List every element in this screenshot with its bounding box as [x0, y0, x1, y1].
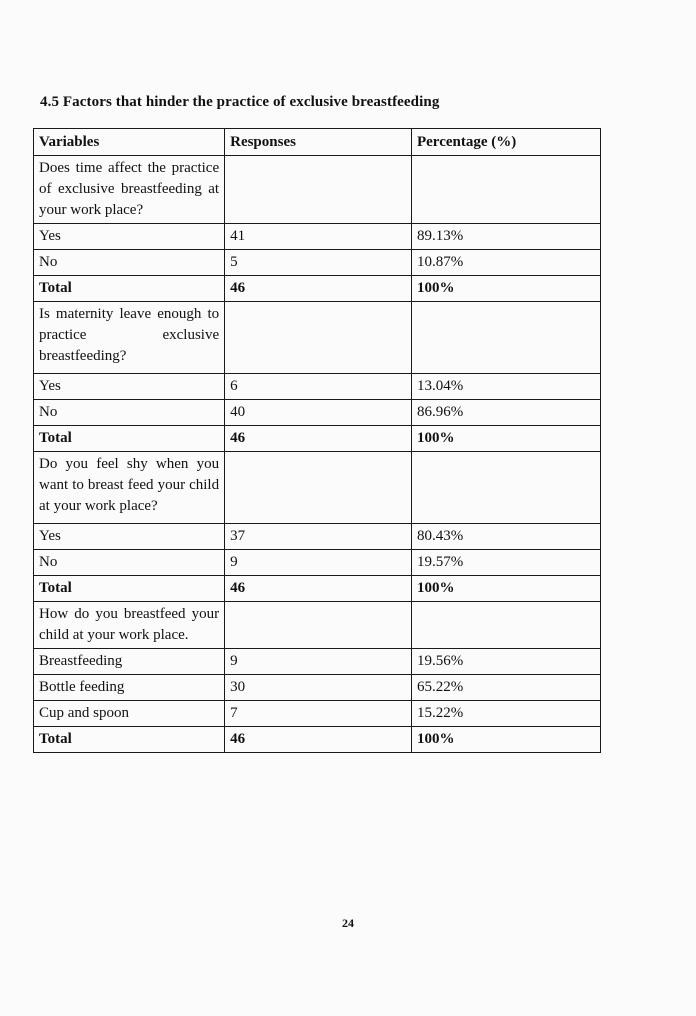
- row-percentage: 80.43%: [411, 524, 600, 550]
- row-percentage: 100%: [411, 426, 600, 452]
- table-row: [34, 400, 601, 426]
- row-responses: 7: [225, 701, 412, 727]
- empty-cell: [225, 156, 412, 224]
- row-responses: 46: [225, 426, 412, 452]
- row-percentage: 15.22%: [411, 701, 600, 727]
- question-row: [34, 602, 601, 649]
- row-percentage: 10.87%: [411, 250, 600, 276]
- empty-cell: [225, 302, 412, 374]
- table-header-row: [34, 129, 601, 156]
- empty-cell: [411, 156, 600, 224]
- row-responses: 6: [225, 374, 412, 400]
- total-row: [34, 576, 601, 602]
- question-text: How do you breastfeed your child at your work place.: [34, 602, 225, 649]
- row-label: Bottle feeding: [34, 675, 225, 701]
- row-label: No: [34, 400, 225, 426]
- row-responses: 41: [225, 224, 412, 250]
- factors-table: [33, 128, 601, 753]
- row-label: Yes: [34, 524, 225, 550]
- row-label: Total: [34, 576, 225, 602]
- row-responses: 30: [225, 675, 412, 701]
- section-heading: 4.5 Factors that hinder the practice of exclusive breastfeeding: [40, 94, 440, 110]
- row-label: Cup and spoon: [34, 701, 225, 727]
- table-row: [34, 701, 601, 727]
- row-label: Total: [34, 276, 225, 302]
- row-label: Breastfeeding: [34, 649, 225, 675]
- row-label: Yes: [34, 224, 225, 250]
- row-responses: 46: [225, 727, 412, 753]
- table-row: [34, 250, 601, 276]
- row-responses: 40: [225, 400, 412, 426]
- question-row: [34, 302, 601, 374]
- empty-cell: [225, 602, 412, 649]
- row-responses: 5: [225, 250, 412, 276]
- row-label: Total: [34, 727, 225, 753]
- question-row: [34, 156, 601, 224]
- row-label: No: [34, 550, 225, 576]
- table-row: [34, 675, 601, 701]
- row-responses: 9: [225, 649, 412, 675]
- row-percentage: 86.96%: [411, 400, 600, 426]
- empty-cell: [411, 452, 600, 524]
- row-percentage: 100%: [411, 576, 600, 602]
- table-row: [34, 649, 601, 675]
- row-label: Yes: [34, 374, 225, 400]
- table-row: [34, 374, 601, 400]
- row-percentage: 19.56%: [411, 649, 600, 675]
- question-text: Do you feel shy when you want to breast feed your child at your work place?: [34, 452, 225, 524]
- empty-cell: [411, 602, 600, 649]
- row-responses: 46: [225, 576, 412, 602]
- row-percentage: 100%: [411, 727, 600, 753]
- row-responses: 9: [225, 550, 412, 576]
- row-responses: 46: [225, 276, 412, 302]
- total-row: [34, 276, 601, 302]
- total-row: [34, 727, 601, 753]
- page-number: 24: [342, 916, 354, 930]
- table-row: [34, 224, 601, 250]
- row-percentage: 89.13%: [411, 224, 600, 250]
- row-label: Total: [34, 426, 225, 452]
- empty-cell: [225, 452, 412, 524]
- column-header-variables: Variables: [34, 129, 225, 156]
- row-label: No: [34, 250, 225, 276]
- question-row: [34, 452, 601, 524]
- question-text: Does time affect the practice of exclusive breastfeeding at your work place?: [34, 156, 225, 224]
- empty-cell: [411, 302, 600, 374]
- column-header-percentage: Percentage (%): [411, 129, 600, 156]
- row-percentage: 13.04%: [411, 374, 600, 400]
- row-responses: 37: [225, 524, 412, 550]
- total-row: [34, 426, 601, 452]
- table-row: [34, 550, 601, 576]
- row-percentage: 65.22%: [411, 675, 600, 701]
- row-percentage: 100%: [411, 276, 600, 302]
- table-row: [34, 524, 601, 550]
- row-percentage: 19.57%: [411, 550, 600, 576]
- question-text: Is maternity leave enough to practice exclusive breastfeeding?: [34, 302, 225, 374]
- column-header-responses: Responses: [225, 129, 412, 156]
